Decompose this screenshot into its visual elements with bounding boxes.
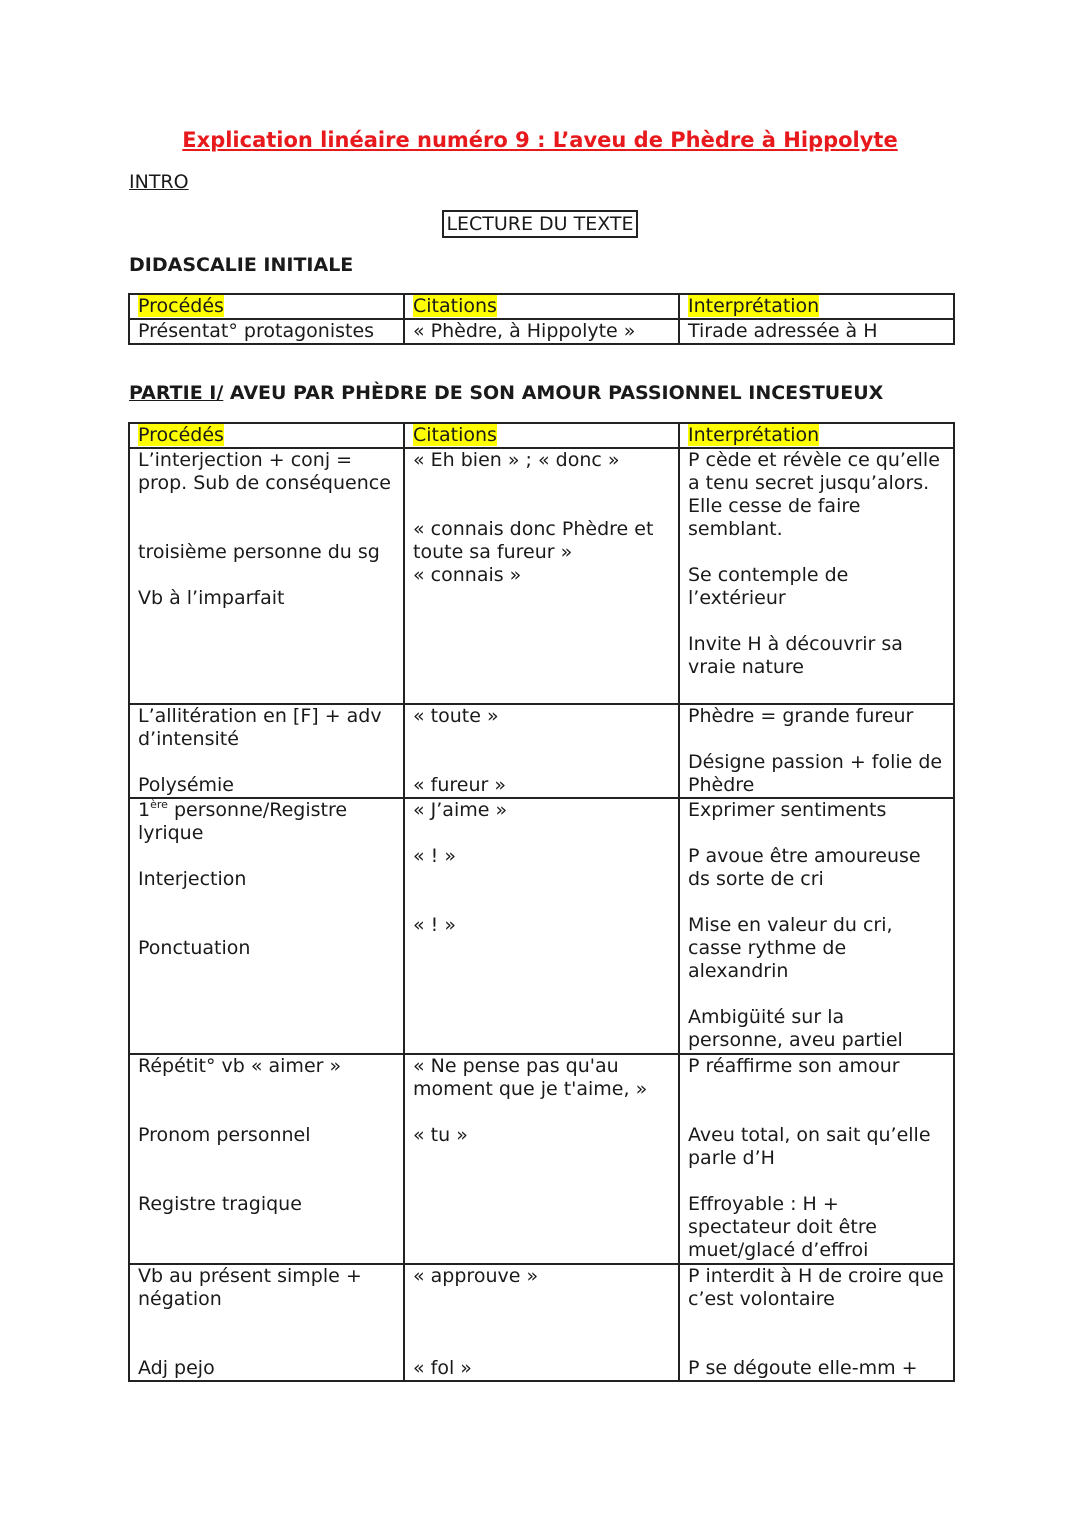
cell-procede: 1ère personne/Registre lyrique Interjection Ponctuation bbox=[129, 798, 404, 1054]
table-row bbox=[129, 319, 954, 344]
table-row bbox=[129, 798, 954, 1054]
partie1-heading: PARTIE I/ AVEU PAR PHÈDRE DE SON AMOUR PASSIONNEL INCESTUEUX bbox=[129, 382, 884, 404]
cell-procede: Présentat° protagonistes bbox=[129, 319, 404, 344]
cell-interpretation: P réaffirme son amour Aveu total, on sait qu’elle parle d’H Effroyable : H + spectateur doit être muet/glacé d’effroi bbox=[679, 1054, 954, 1264]
cell-interpretation: Phèdre = grande fureur Désigne passion + folie de Phèdre bbox=[679, 704, 954, 798]
header-interpretation: Interprétation bbox=[688, 424, 820, 446]
cell-procede: Vb au présent simple + négation Adj pejo bbox=[129, 1264, 404, 1381]
document-title: Explication linéaire numéro 9 : L’aveu de Phèdre à Hippolyte bbox=[182, 128, 898, 152]
cell-citation: « J’aime » « ! » « ! » bbox=[404, 798, 679, 1054]
cell-interpretation: Tirade adressée à H bbox=[679, 319, 954, 344]
cell-procede: Répétit° vb « aimer » Pronom personnel Registre tragique bbox=[129, 1054, 404, 1264]
cell-citation: « Eh bien » ; « donc » « connais donc Phèdre et toute sa fureur » « connais » bbox=[404, 448, 679, 704]
header-procedes: Procédés bbox=[138, 295, 224, 317]
cell-interpretation: P interdit à H de croire que c’est volontaire P se dégoute elle-mm + bbox=[679, 1264, 954, 1381]
table-row bbox=[129, 1264, 954, 1381]
cell-interpretation: Exprimer sentiments P avoue être amoureuse ds sorte de cri Mise en valeur du cri, casse rythme de alexandrin Ambigüité sur la personne, aveu partiel bbox=[679, 798, 954, 1054]
cell-interpretation: P cède et révèle ce qu’elle a tenu secret jusqu’alors. Elle cesse de faire semblant. Se contemple de l’extérieur Invite H à découvrir sa vraie nature bbox=[679, 448, 954, 704]
table-header-row bbox=[129, 294, 954, 319]
cell-citation: « Phèdre, à Hippolyte » bbox=[404, 319, 679, 344]
cell-citation: « Ne pense pas qu'au moment que je t'aime, » « tu » bbox=[404, 1054, 679, 1264]
table-row bbox=[129, 448, 954, 704]
table-row bbox=[129, 1054, 954, 1264]
table-row bbox=[129, 704, 954, 798]
cell-procede: L’allitération en [F] + adv d’intensité Polysémie bbox=[129, 704, 404, 798]
intro-label: INTRO bbox=[129, 171, 189, 193]
lecture-box: LECTURE DU TEXTE bbox=[442, 210, 637, 238]
header-procedes: Procédés bbox=[138, 424, 224, 446]
table-header-row bbox=[129, 423, 954, 448]
didascalie-table bbox=[128, 293, 955, 345]
cell-citation: « approuve » « fol » bbox=[404, 1264, 679, 1381]
cell-procede: L’interjection + conj = prop. Sub de conséquence troisième personne du sg Vb à l’imparfait bbox=[129, 448, 404, 704]
header-interpretation: Interprétation bbox=[688, 295, 820, 317]
header-citations: Citations bbox=[413, 295, 497, 317]
didascalie-heading: DIDASCALIE INITIALE bbox=[129, 254, 354, 276]
header-citations: Citations bbox=[413, 424, 497, 446]
partie1-table bbox=[128, 422, 955, 1382]
cell-citation: « toute » « fureur » bbox=[404, 704, 679, 798]
